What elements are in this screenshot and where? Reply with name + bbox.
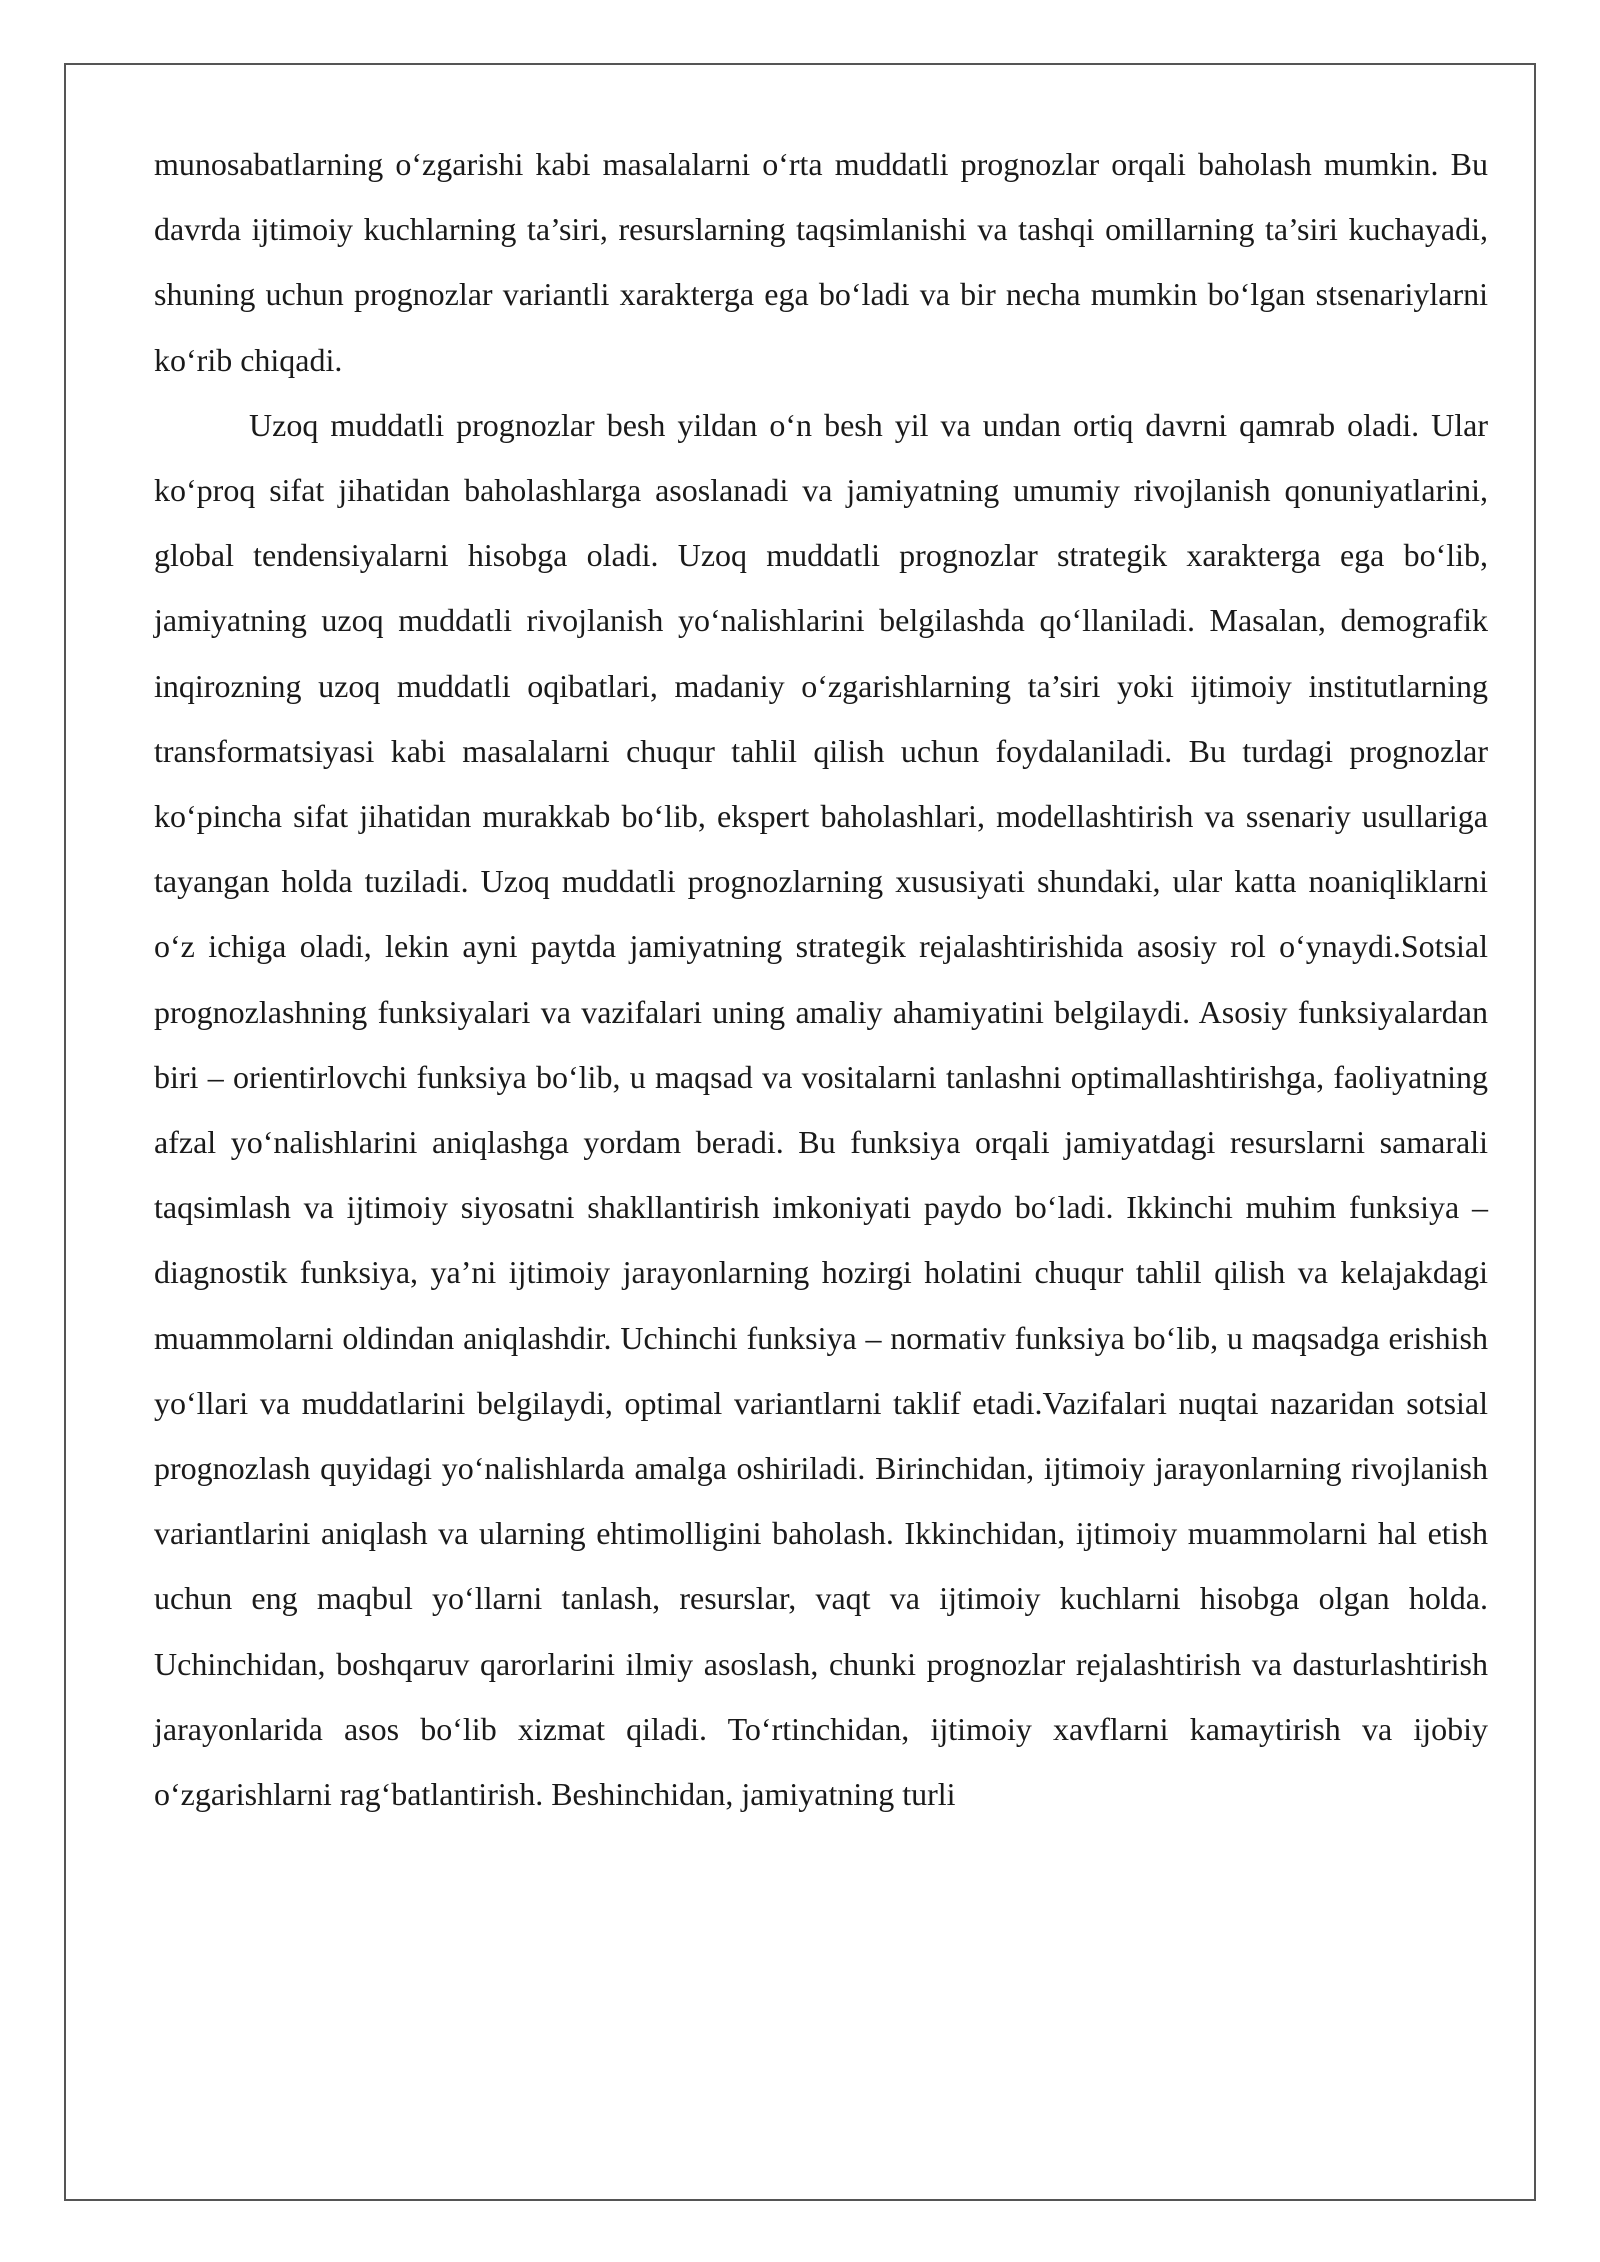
document-body [154, 132, 1488, 1827]
paragraph-long-term-forecasts: Uzoq muddatli prognozlar besh yildan o‘n besh yil va undan ortiq davrni qamrab oladi. Ular ko‘proq sifat jihatidan baholashlarga asoslanadi va jamiyatning umumiy rivojlanish qonuniyatlarini, global tendensiyalarni hisobga oladi. Uzoq muddatli prognozlar strategik xarakterga ega bo‘lib, jamiyatning uzoq muddatli rivojlanish yo‘nalishlarini belgilashda qo‘llaniladi. Masalan, demografik inqirozning uzoq muddatli oqibatlari, madaniy o‘zgarishlarning ta’siri yoki ijtimoiy institutlarning transformatsiyasi kabi masalalarni chuqur tahlil qilish uchun foydalaniladi. Bu turdagi prognozlar ko‘pincha sifat jihatidan murakkab bo‘lib, ekspert baholashlari, modellashtirish va ssenariy usullariga tayangan holda tuziladi. Uzoq muddatli prognozlarning xususiyati shundaki, ular katta noaniqliklarni o‘z ichiga oladi, lekin ayni paytda jamiyatning strategik rejalashtirishida asosiy rol o‘ynaydi.Sotsial prognozlashning funksiyalari va vazifalari uning amaliy ahamiyatini belgilaydi. Asosiy funksiyalardan biri – orientirlovchi funksiya bo‘lib, u maqsad va vositalarni tanlashni optimallashtirishga, faoliyatning afzal yo‘nalishlarini aniqlashga yordam beradi. Bu funksiya orqali jamiyatdagi resurslarni samarali taqsimlash va ijtimoiy siyosatni shakllantirish imkoniyati paydo bo‘ladi. Ikkinchi muhim funksiya – diagnostik funksiya, ya’ni ijtimoiy jarayonlarning hozirgi holatini chuqur tahlil qilish va kelajakdagi muammolarni oldindan aniqlashdir. Uchinchi funksiya – normativ funksiya bo‘lib, u maqsadga erishish yo‘llari va muddatlarini belgilaydi, optimal variantlarni taklif etadi.Vazifalari nuqtai nazaridan sotsial prognozlash quyidagi yo‘nalishlarda amalga oshiriladi. Birinchidan, ijtimoiy jarayonlarning rivojlanish variantlarini aniqlash va ularning ehtimolligini baholash. Ikkinchidan, ijtimoiy muammolarni hal etish uchun eng maqbul yo‘llarni tanlash, resurslar, vaqt va ijtimoiy kuchlarni hisobga olgan holda. Uchinchidan, boshqaruv qarorlarini ilmiy asoslash, chunki prognozlar rejalashtirish va dasturlashtirish jarayonlarida asos bo‘lib xizmat qiladi. To‘rtinchidan, ijtimoiy xavflarni kamaytirish va ijobiy o‘zgarishlarni rag‘batlantirish. Beshinchidan, jamiyatning turli [154, 406, 1488, 1813]
paragraph-continuation: munosabatlarning o‘zgarishi kabi masalalarni o‘rta muddatli prognozlar orqali baholash mumkin. Bu davrda ijtimoiy kuchlarning ta’siri, resurslarning taqsimlanishi va tashqi omillarning ta’siri kuchayadi, shuning uchun prognozlar variantli xarakterga ega bo‘ladi va bir necha mumkin bo‘lgan stsenariylarni ko‘rib chiqadi. [154, 146, 1488, 378]
